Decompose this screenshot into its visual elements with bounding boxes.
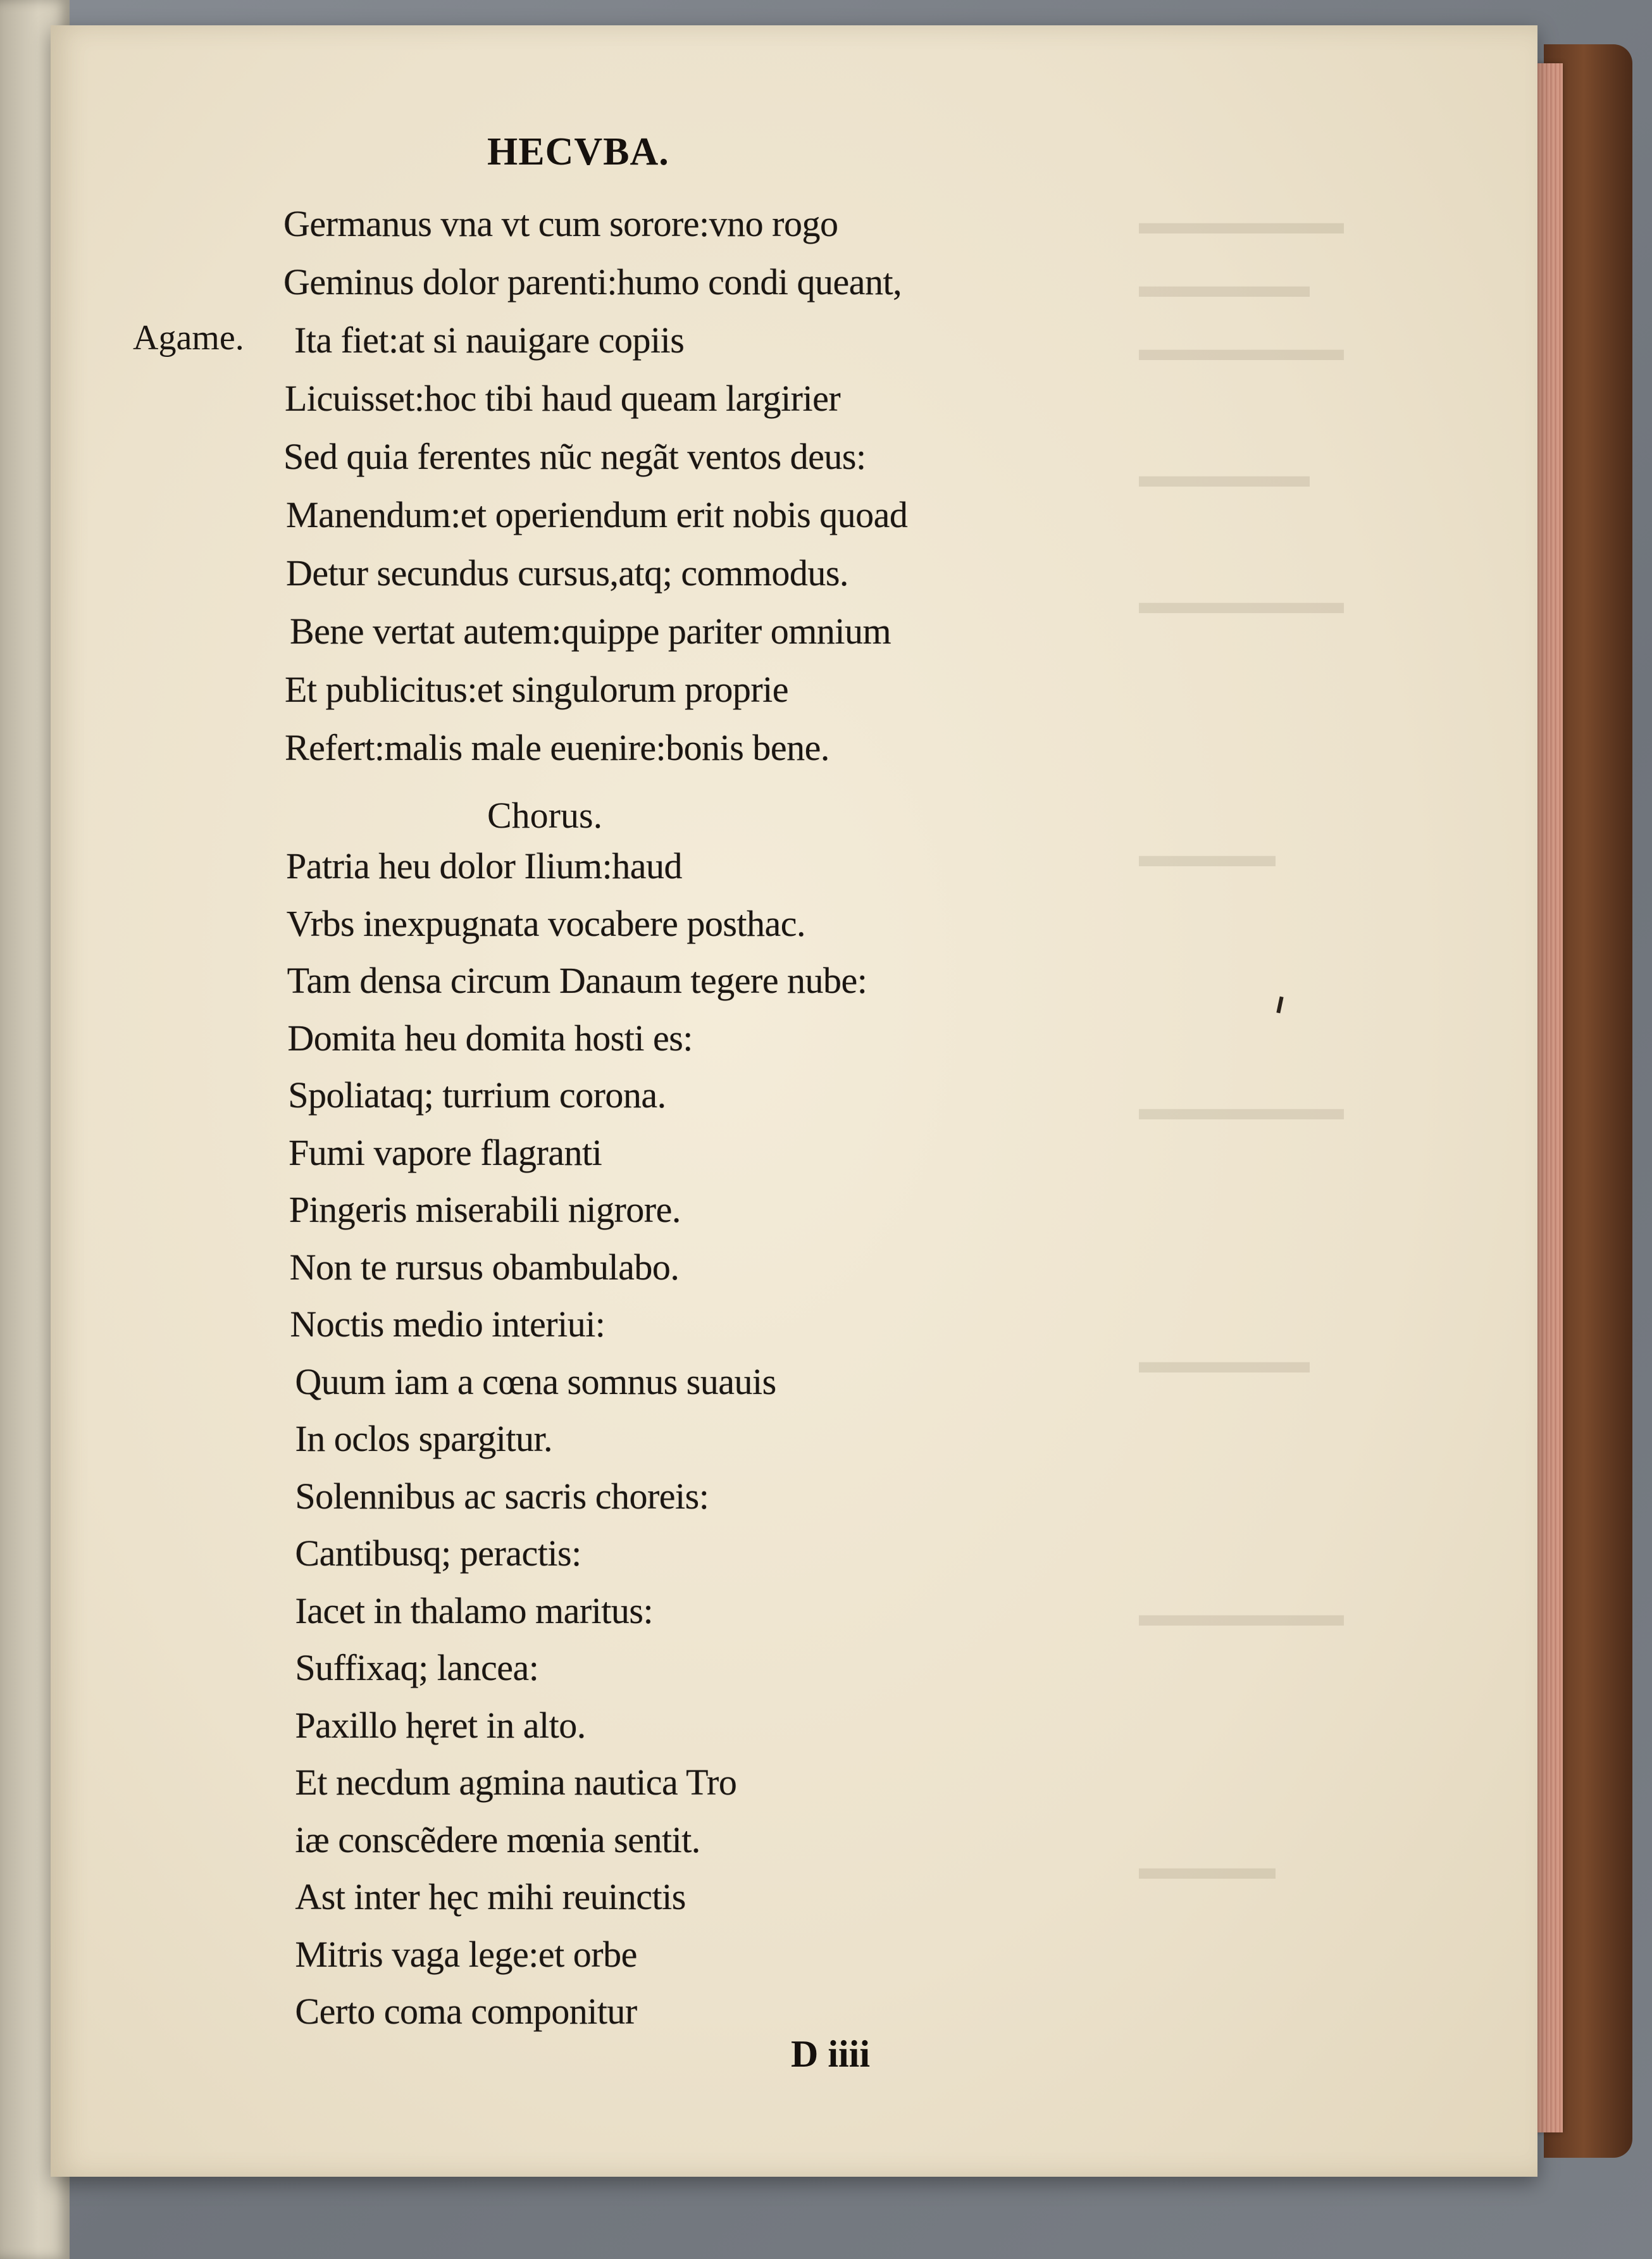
ink-mark	[1276, 997, 1283, 1014]
signature-mark: D iiii	[791, 2033, 871, 2075]
verse-line: Refert:malis male euenire:bonis bene.	[285, 727, 829, 768]
verse-line: Spoliataq; turrium corona.	[288, 1074, 666, 1116]
show-through-text: ▬▬▬▬▬	[1139, 456, 1310, 494]
verse-line: Solennibus ac sacris choreis:	[295, 1475, 709, 1517]
show-through-text: ▬▬▬▬▬▬	[1139, 1595, 1344, 1633]
running-head: HECVBA.	[487, 130, 669, 173]
verse-line: Detur secundus cursus,atq; commodus.	[286, 552, 848, 594]
verse-line: Noctis medio interiui:	[290, 1304, 606, 1345]
verse-line: Domita heu domita hosti es:	[287, 1017, 693, 1059]
verse-line: Iacet in thalamo maritus:	[295, 1590, 654, 1631]
show-through-text: ▬▬▬▬▬▬	[1139, 583, 1344, 621]
verse-line: Ita fiet:at si nauigare copiis	[294, 320, 685, 361]
verse-line: Ast inter hęc mihi reuinctis	[295, 1876, 686, 1917]
verse-line: Patria heu dolor Ilium:haud	[286, 845, 682, 887]
verse-line: Non te rursus obambulabo.	[289, 1246, 680, 1288]
verse-line: Certo coma componitur	[295, 1991, 637, 2032]
show-through-text: ▬▬▬▬	[1139, 1848, 1276, 1886]
verse-line: Et necdum agmina nautica Tro	[295, 1762, 737, 1803]
verse-line: Mitris vaga lege:et orbe	[295, 1933, 637, 1975]
show-through-text: ▬▬▬▬▬▬	[1139, 330, 1344, 368]
verse-line: Tam densa circum Danaum tegere nube:	[287, 960, 867, 1001]
verse-line: Geminus dolor parenti:humo condi queant,	[283, 261, 902, 302]
show-through-text: ▬▬▬▬▬	[1139, 266, 1310, 304]
verse-line: Manendum:et operiendum erit nobis quoad	[286, 494, 908, 535]
speaker-label: Agame.	[133, 318, 244, 358]
verse-line: Bene vertat autem:quippe pariter omnium	[290, 611, 891, 652]
verse-line: Paxillo hęret in alto.	[295, 1704, 586, 1746]
verse-line: Fumi vapore flagranti	[289, 1131, 602, 1173]
verse-line: Vrbs inexpugnata vocabere posthac.	[286, 902, 806, 944]
show-through-text: ▬▬▬▬	[1139, 836, 1276, 874]
show-through-text: ▬▬▬▬▬▬	[1139, 1089, 1344, 1127]
book-page	[51, 25, 1537, 2177]
verse-line: iæ conscẽdere mœnia sentit.	[295, 1819, 700, 1860]
verse-line: Suffixaq; lancea:	[295, 1647, 539, 1688]
verse-line: Sed quia ferentes nũc negãt ventos deus:	[283, 436, 866, 477]
verse-line: Licuisset:hoc tibi haud queam largirier	[285, 378, 841, 419]
verse-line: Cantibusq; peractis:	[295, 1533, 581, 1574]
show-through-text: ▬▬▬▬▬	[1139, 1342, 1310, 1380]
verse-line: Pingeris miserabili nigrore.	[289, 1189, 681, 1230]
verse-line: Quum iam a cœna somnus suauis	[295, 1360, 776, 1402]
verse-line: Germanus vna vt cum sorore:vno rogo	[283, 203, 838, 244]
section-heading: Chorus.	[487, 795, 603, 836]
verse-line: In oclos spargitur.	[295, 1418, 553, 1459]
show-through-text: ▬▬▬▬▬▬	[1139, 203, 1344, 241]
verse-line: Et publicitus:et singulorum proprie	[285, 669, 789, 710]
